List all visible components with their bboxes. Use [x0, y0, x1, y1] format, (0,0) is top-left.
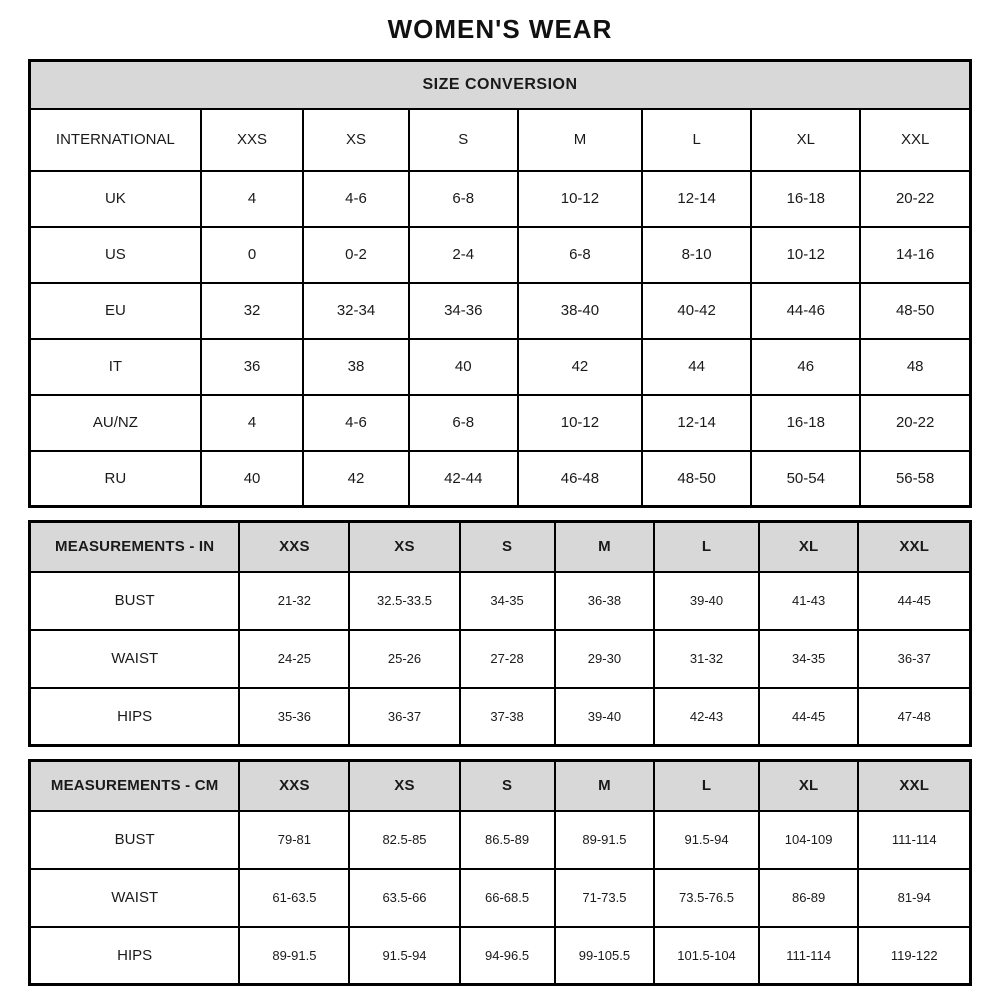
measurement-value-cell: 34-35 [759, 630, 859, 688]
size-value-cell: 4-6 [303, 171, 408, 227]
measurement-value-cell: 35-36 [239, 688, 349, 746]
size-value-cell: 56-58 [860, 451, 970, 507]
measurement-value-cell: 86.5-89 [460, 811, 555, 869]
measurement-value-cell: 111-114 [759, 927, 859, 985]
size-value-cell: 6-8 [518, 227, 642, 283]
measurement-value-cell: 89-91.5 [239, 927, 349, 985]
size-value-cell: 12-14 [642, 171, 751, 227]
measurement-value-cell: 111-114 [858, 811, 970, 869]
measurement-value-cell: 71-73.5 [555, 869, 655, 927]
measurement-value-cell: 66-68.5 [460, 869, 555, 927]
measurements-in-table [28, 520, 972, 747]
size-column-header: XS [349, 522, 459, 572]
size-conversion-row [30, 451, 971, 507]
column-header-size: L [642, 109, 751, 171]
size-value-cell: 44-46 [751, 283, 860, 339]
size-column-header: XL [759, 761, 859, 811]
size-value-cell: 48-50 [642, 451, 751, 507]
size-conversion-row [30, 283, 971, 339]
size-conversion-row [30, 339, 971, 395]
measurement-value-cell: 81-94 [858, 869, 970, 927]
size-column-header: XL [759, 522, 859, 572]
column-header-size: XXL [860, 109, 970, 171]
measurement-value-cell: 94-96.5 [460, 927, 555, 985]
measurements-in-header-row [30, 522, 971, 572]
size-value-cell: 6-8 [409, 171, 518, 227]
size-conversion-banner-row [30, 61, 971, 109]
measurement-value-cell: 61-63.5 [239, 869, 349, 927]
region-label: UK [30, 171, 201, 227]
size-value-cell: 32-34 [303, 283, 408, 339]
measurement-value-cell: 42-43 [654, 688, 758, 746]
size-value-cell: 38 [303, 339, 408, 395]
size-value-cell: 40-42 [642, 283, 751, 339]
size-value-cell: 42-44 [409, 451, 518, 507]
size-value-cell: 40 [201, 451, 304, 507]
size-conversion-row [30, 395, 971, 451]
measurements-cm-row [30, 811, 971, 869]
size-value-cell: 4 [201, 395, 304, 451]
size-conversion-header: SIZE CONVERSION [30, 61, 971, 109]
size-value-cell: 2-4 [409, 227, 518, 283]
measurement-value-cell: 79-81 [239, 811, 349, 869]
size-value-cell: 4-6 [303, 395, 408, 451]
measurement-label: BUST [30, 811, 240, 869]
size-value-cell: 16-18 [751, 395, 860, 451]
measurements-in-header: MEASUREMENTS - IN [30, 522, 240, 572]
measurements-cm-row [30, 869, 971, 927]
size-column-header: XXS [239, 761, 349, 811]
page-title: WOMEN'S WEAR [387, 14, 613, 44]
measurement-value-cell: 25-26 [349, 630, 459, 688]
measurement-value-cell: 82.5-85 [349, 811, 459, 869]
size-value-cell: 46 [751, 339, 860, 395]
measurement-value-cell: 73.5-76.5 [654, 869, 758, 927]
measurement-label: WAIST [30, 630, 240, 688]
measurements-cm-header-row [30, 761, 971, 811]
region-label: IT [30, 339, 201, 395]
measurement-value-cell: 101.5-104 [654, 927, 758, 985]
size-value-cell: 10-12 [518, 171, 642, 227]
size-column-header: S [460, 522, 555, 572]
size-column-header: M [555, 761, 655, 811]
column-header-international: INTERNATIONAL [30, 109, 201, 171]
size-conversion-row [30, 227, 971, 283]
size-value-cell: 10-12 [518, 395, 642, 451]
size-value-cell: 14-16 [860, 227, 970, 283]
region-label: US [30, 227, 201, 283]
region-label: RU [30, 451, 201, 507]
size-value-cell: 10-12 [751, 227, 860, 283]
measurement-value-cell: 47-48 [858, 688, 970, 746]
size-value-cell: 42 [303, 451, 408, 507]
measurement-label: HIPS [30, 927, 240, 985]
size-value-cell: 16-18 [751, 171, 860, 227]
size-conversion-row [30, 171, 971, 227]
measurement-value-cell: 21-32 [239, 572, 349, 630]
size-column-header: XXS [239, 522, 349, 572]
size-value-cell: 6-8 [409, 395, 518, 451]
measurement-value-cell: 44-45 [858, 572, 970, 630]
measurement-value-cell: 24-25 [239, 630, 349, 688]
size-value-cell: 0-2 [303, 227, 408, 283]
measurement-value-cell: 104-109 [759, 811, 859, 869]
measurement-value-cell: 44-45 [759, 688, 859, 746]
size-value-cell: 36 [201, 339, 304, 395]
measurements-cm-table [28, 759, 972, 986]
measurement-value-cell: 63.5-66 [349, 869, 459, 927]
measurement-value-cell: 29-30 [555, 630, 655, 688]
size-conversion-column-header-row [30, 109, 971, 171]
measurement-value-cell: 37-38 [460, 688, 555, 746]
measurement-value-cell: 31-32 [654, 630, 758, 688]
measurement-label: BUST [30, 572, 240, 630]
column-header-size: XXS [201, 109, 304, 171]
size-column-header: L [654, 522, 758, 572]
measurements-in-row [30, 630, 971, 688]
size-value-cell: 48-50 [860, 283, 970, 339]
size-column-header: XXL [858, 761, 970, 811]
measurement-label: HIPS [30, 688, 240, 746]
measurements-in-row [30, 688, 971, 746]
size-value-cell: 32 [201, 283, 304, 339]
region-label: EU [30, 283, 201, 339]
size-column-header: S [460, 761, 555, 811]
column-header-size: S [409, 109, 518, 171]
column-header-size: XS [303, 109, 408, 171]
size-value-cell: 0 [201, 227, 304, 283]
region-label: AU/NZ [30, 395, 201, 451]
size-value-cell: 48 [860, 339, 970, 395]
measurement-value-cell: 34-35 [460, 572, 555, 630]
measurement-value-cell: 89-91.5 [555, 811, 655, 869]
measurement-value-cell: 36-37 [349, 688, 459, 746]
measurement-value-cell: 36-38 [555, 572, 655, 630]
size-column-header: M [555, 522, 655, 572]
size-value-cell: 12-14 [642, 395, 751, 451]
measurements-cm-header: MEASUREMENTS - CM [30, 761, 240, 811]
size-conversion-table [28, 59, 972, 508]
size-value-cell: 4 [201, 171, 304, 227]
measurement-value-cell: 99-105.5 [555, 927, 655, 985]
measurement-value-cell: 36-37 [858, 630, 970, 688]
size-column-header: L [654, 761, 758, 811]
measurement-value-cell: 27-28 [460, 630, 555, 688]
size-value-cell: 20-22 [860, 171, 970, 227]
size-value-cell: 38-40 [518, 283, 642, 339]
measurements-cm-row [30, 927, 971, 985]
size-column-header: XS [349, 761, 459, 811]
measurement-value-cell: 39-40 [555, 688, 655, 746]
size-value-cell: 20-22 [860, 395, 970, 451]
measurement-value-cell: 32.5-33.5 [349, 572, 459, 630]
size-value-cell: 46-48 [518, 451, 642, 507]
measurements-in-row [30, 572, 971, 630]
column-header-size: XL [751, 109, 860, 171]
size-value-cell: 8-10 [642, 227, 751, 283]
measurement-value-cell: 39-40 [654, 572, 758, 630]
size-value-cell: 44 [642, 339, 751, 395]
size-value-cell: 50-54 [751, 451, 860, 507]
size-column-header: XXL [858, 522, 970, 572]
measurement-value-cell: 91.5-94 [349, 927, 459, 985]
measurement-value-cell: 86-89 [759, 869, 859, 927]
size-value-cell: 34-36 [409, 283, 518, 339]
measurement-value-cell: 91.5-94 [654, 811, 758, 869]
measurement-label: WAIST [30, 869, 240, 927]
column-header-size: M [518, 109, 642, 171]
measurement-value-cell: 119-122 [858, 927, 970, 985]
size-value-cell: 42 [518, 339, 642, 395]
size-value-cell: 40 [409, 339, 518, 395]
measurement-value-cell: 41-43 [759, 572, 859, 630]
